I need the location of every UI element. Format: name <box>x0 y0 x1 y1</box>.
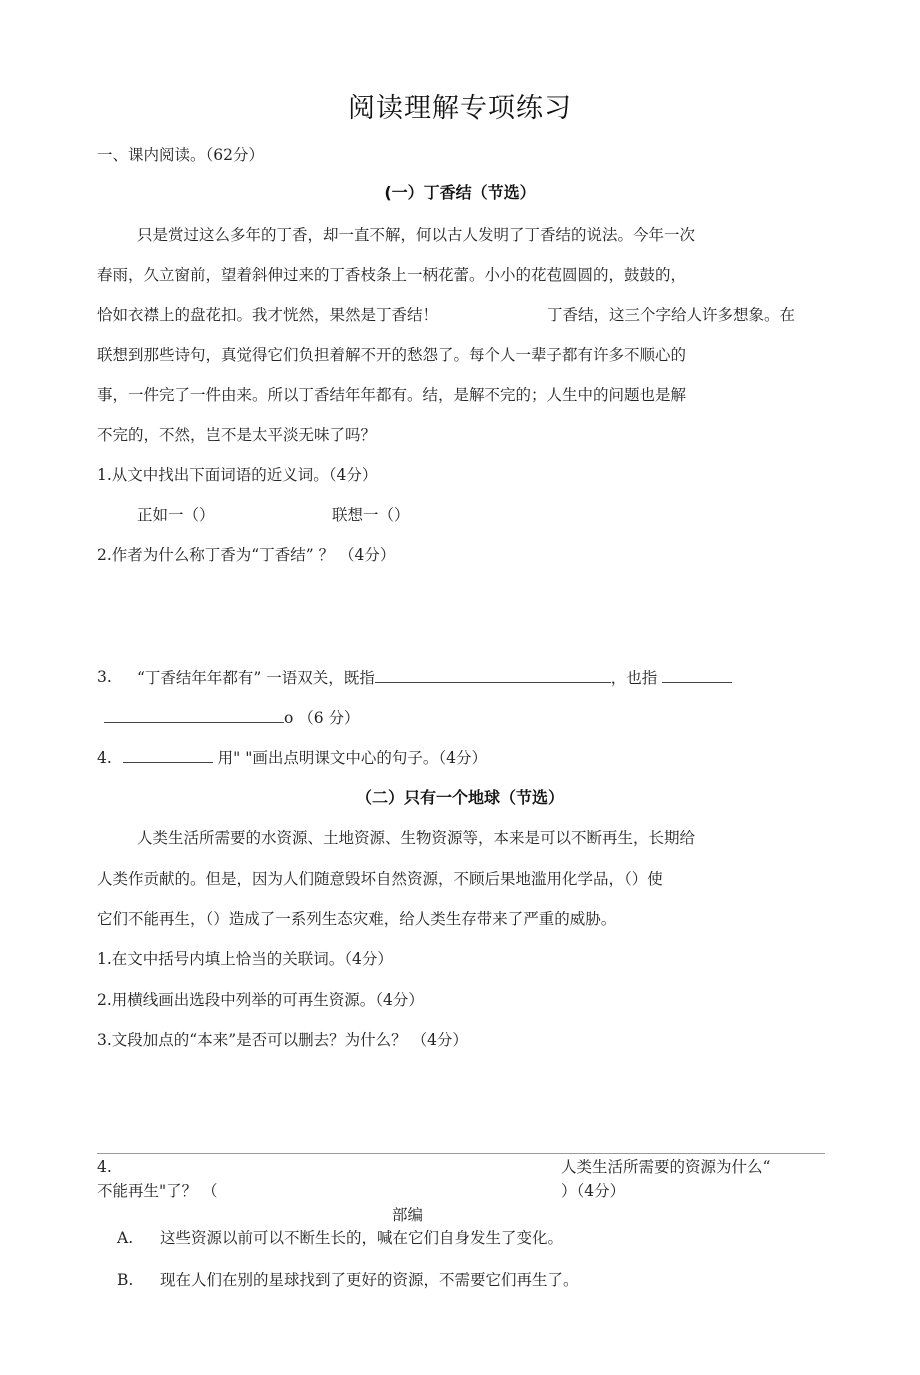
question-2-4-right: 人类生活所需要的资源为什么“ <box>561 1158 771 1176</box>
divider <box>97 1153 825 1154</box>
question-1-2: 2.作者为什么称丁香为“丁香结” ？ （4分） <box>97 546 396 564</box>
page-title: 阅读理解专项练习 <box>348 93 572 124</box>
passage-2-line: 它们不能再生，（）造成了一系列生态灾难，给人类生存带来了严重的威胁。 <box>97 910 617 928</box>
question-1-1: 1.从文中找出下面词语的近义词。（4分） <box>97 466 378 484</box>
question-1-3-end: o （6 分） <box>284 709 360 727</box>
question-1-3-mid: ，也指 <box>610 669 658 687</box>
passage-1-line: 春雨，久立窗前，望着斜伸过来的丁香枝条上一柄花蕾。小小的花苞圆圆的，鼓鼓的， <box>97 266 687 284</box>
question-1-4-number: 4. <box>97 749 112 767</box>
passage-1-line: 恰如衣襟上的盘花扣。我才恍然，果然是丁香结！ <box>97 306 439 324</box>
passage-1-line: 事，一件完了一件由来。所以丁香结年年都有。结，是解不完的；人生中的问题也是解 <box>97 386 687 404</box>
question-2-2: 2.用横线画出选段中列举的可再生资源。（4分） <box>97 991 424 1009</box>
answer-blank[interactable] <box>662 667 732 683</box>
question-1-3-cont <box>104 707 360 728</box>
question-1-1-b: 联想一（） <box>332 506 410 524</box>
passage-1-line: 不完的，不然，岂不是太平淡无味了吗？ <box>97 426 377 444</box>
passage-1-subtitle: (一）丁香结（节选） <box>384 183 536 202</box>
answer-blank[interactable] <box>375 667 611 683</box>
passage-1-line: 只是赏过这么多年的丁香，却一直不解，何以古人发明了丁香结的说法。今年一次 <box>137 226 696 244</box>
watermark-text: 部编 <box>392 1206 424 1224</box>
answer-blank[interactable] <box>123 747 213 763</box>
question-2-3: 3.文段加点的“本来”是否可以删去？为什么？ （4分） <box>97 1031 468 1049</box>
passage-2-line: 人类生活所需要的水资源、土地资源、生物资源等，本来是可以不断再生，长期给 <box>137 829 696 847</box>
question-1-1-a: 正如一（） <box>137 506 215 524</box>
question-1-3-text: “丁香结年年都有” 一语双关，既指 <box>137 669 375 687</box>
question-1-4 <box>97 747 487 768</box>
option-b-text: 现在人们在别的星球找到了更好的资源，不需要它们再生了。 <box>160 1271 579 1289</box>
passage-1-line: 丁香结，这三个字给人许多想象。在 <box>547 306 796 324</box>
option-b-letter[interactable]: B. <box>117 1271 134 1289</box>
question-1-3 <box>137 667 732 688</box>
question-2-4-end: ）（4分） <box>561 1182 626 1200</box>
question-2-1: 1.在文中括号内填上恰当的关联词。（4分） <box>97 950 393 968</box>
passage-1-line: 联想到那些诗句，真觉得它们负担着解不开的愁怨了。每个人一辈子都有许多不顺心的 <box>97 346 687 364</box>
question-2-4-number: 4. <box>97 1158 112 1176</box>
question-1-3-number: 3. <box>97 668 112 686</box>
section-heading: 一、课内阅读。（62分） <box>97 146 264 164</box>
answer-blank[interactable] <box>104 707 284 723</box>
question-2-4-left: 不能再生"了？ （ <box>97 1182 218 1200</box>
question-1-4-text: 用" "画出点明课文中心的句子。（4分） <box>217 749 487 767</box>
option-a-letter[interactable]: A. <box>117 1229 134 1247</box>
passage-2-subtitle: （二）只有一个地球（节选） <box>355 788 564 807</box>
option-a-text: 这些资源以前可以不断生长的，喊在它们自身发生了变化。 <box>160 1229 564 1247</box>
passage-2-line: 人类作贡献的。但是，因为人们随意毁坏自然资源，不顾后果地滥用化学品，（）使 <box>97 870 663 888</box>
